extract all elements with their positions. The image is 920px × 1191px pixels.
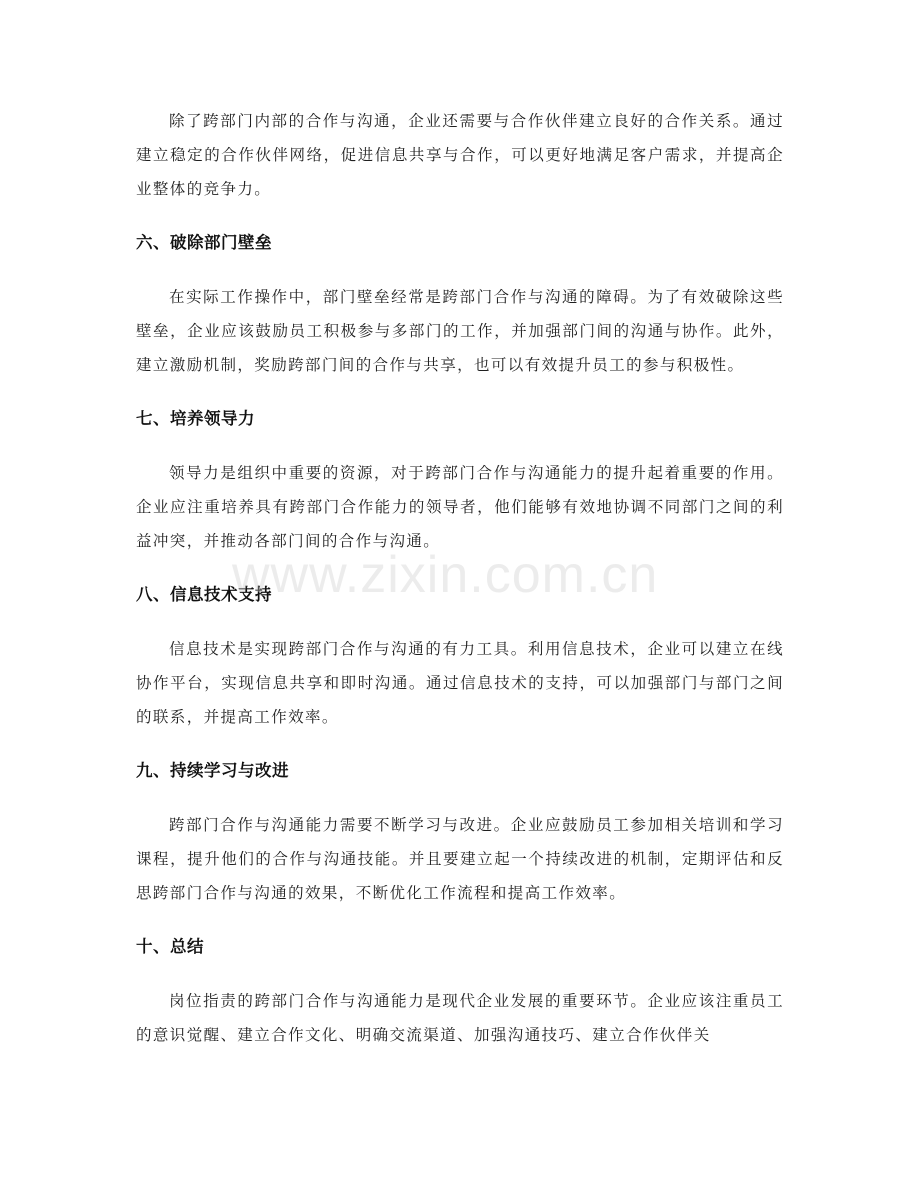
paragraph-it-support: 信息技术是实现跨部门合作与沟通的有力工具。利用信息技术，企业可以建立在线协作平台，实现信息共享和即时沟通。通过信息技术的支持，可以加强部门与部门之间的联系，并提高工作效率。 bbox=[136, 640, 784, 726]
paragraph-leadership: 领导力是组织中重要的资源，对于跨部门合作与沟通能力的提升起着重要的作用。企业应注重培养具有跨部门合作能力的领导者，他们能够有效地协调不同部门之间的利益冲突，并推动各部门间的合作与沟通。 bbox=[136, 464, 784, 550]
heading-section-7: 七、培养领导力 bbox=[136, 409, 255, 428]
heading-section-10: 十、总结 bbox=[136, 937, 204, 956]
paragraph-barriers: 在实际工作操作中，部门壁垒经常是跨部门合作与沟通的障碍。为了有效破除这些壁垒，企业应该鼓励员工积极参与多部门的工作，并加强部门间的沟通与协作。此外，建立激励机制，奖励跨部门间的合作与共享，也可以有效提升员工的参与积极性。 bbox=[136, 288, 784, 374]
heading-section-9: 九、持续学习与改进 bbox=[136, 761, 289, 780]
paragraph-learning: 跨部门合作与沟通能力需要不断学习与改进。企业应鼓励员工参加相关培训和学习课程，提升他们的合作与沟通技能。并且要建立起一个持续改进的机制，定期评估和反思跨部门合作与沟通的效果，不断优化工作流程和提高工作效率。 bbox=[136, 816, 784, 902]
heading-section-8: 八、信息技术支持 bbox=[136, 585, 272, 604]
watermark: www.zixin.com.cn bbox=[232, 546, 659, 604]
paragraph-partners: 除了跨部门内部的合作与沟通，企业还需要与合作伙伴建立良好的合作关系。通过建立稳定的合作伙伴网络，促进信息共享与合作，可以更好地满足客户需求，并提高企业整体的竞争力。 bbox=[136, 112, 784, 198]
paragraph-summary: 岗位指责的跨部门合作与沟通能力是现代企业发展的重要环节。企业应该注重员工的意识觉醒、建立合作文化、明确交流渠道、加强沟通技巧、建立合作伙伴关 bbox=[136, 992, 784, 1044]
heading-section-6: 六、破除部门壁垒 bbox=[136, 233, 272, 252]
